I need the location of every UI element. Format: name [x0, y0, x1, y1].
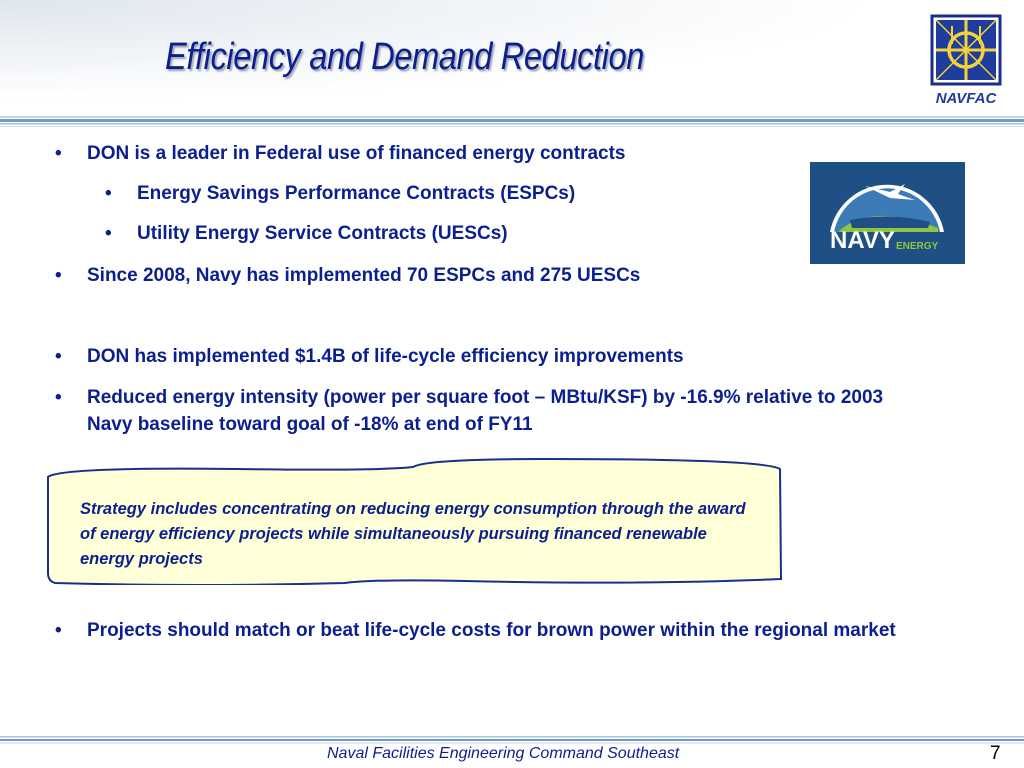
navfac-logo-text: NAVFAC — [935, 90, 997, 107]
bullet-dot: • — [55, 620, 62, 641]
navfac-logo — [930, 14, 1010, 110]
bullet-dot: • — [55, 143, 62, 164]
page-number: 7 — [990, 743, 1001, 764]
callout-text: Strategy includes concentrating on reducing energy consumption through the award of energy efficiency projects while simultaneously pursuing financed renewable energy projects — [80, 500, 746, 568]
bullet-dot: • — [55, 346, 62, 367]
bullet-text: DON has implemented $1.4B of life-cycle efficiency improvements — [87, 346, 684, 367]
header-divider — [0, 116, 1024, 128]
slide-title: Efficiency and Demand Reduction — [165, 36, 644, 78]
bullet-text: Utility Energy Service Contracts (UESCs) — [137, 223, 508, 244]
bullet-dot: • — [55, 387, 62, 408]
navy-logo-sub-text: ENERGY — [896, 241, 939, 252]
bullet-text: Projects should match or beat life-cycle costs for brown power within the regional market — [87, 620, 896, 641]
bullet-text: Reduced energy intensity (power per square foot – MBtu/KSF) by -16.9% relative to 2003 Navy baseline toward goal of -18% at end of FY11 — [87, 387, 884, 435]
navy-energy-logo — [810, 162, 965, 264]
bullet-text: Energy Savings Performance Contracts (ESPCs) — [137, 183, 576, 204]
bullet-dot: • — [105, 223, 112, 244]
bullet-dot: • — [55, 265, 62, 286]
navy-logo-main-text: NAVY — [830, 227, 895, 254]
footer-org: Naval Facilities Engineering Command Southeast — [327, 745, 680, 762]
footer-divider — [0, 736, 1024, 744]
bullet-text: Since 2008, Navy has implemented 70 ESPCs and 275 UESCs — [87, 265, 641, 286]
bullet-dot: • — [105, 183, 112, 204]
bullet-text: DON is a leader in Federal use of financed energy contracts — [87, 143, 626, 164]
